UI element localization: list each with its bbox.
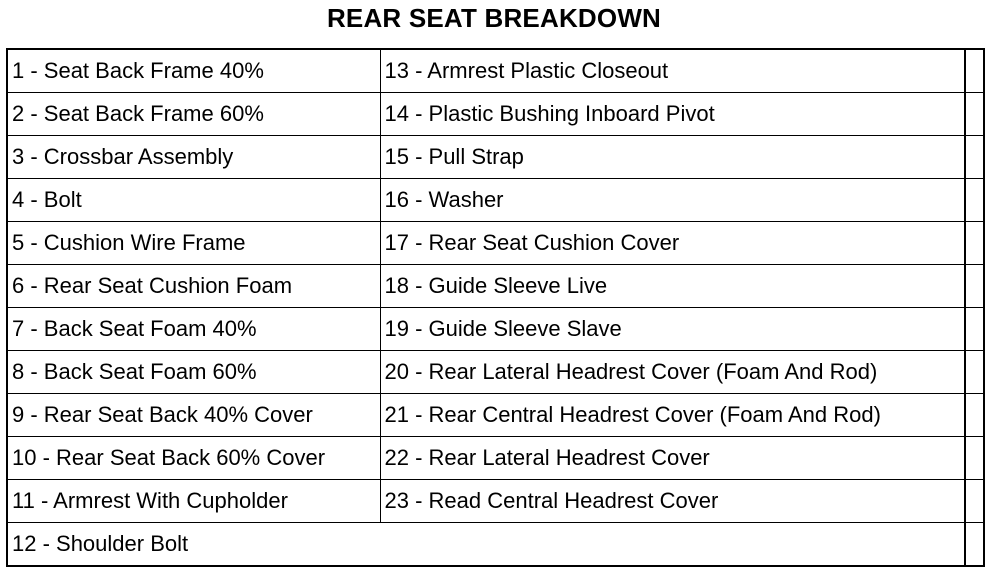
blank-cell (965, 523, 984, 567)
part-cell: 14 - Plastic Bushing Inboard Pivot (380, 93, 965, 136)
table-row (7, 265, 984, 308)
table-row (7, 136, 984, 179)
part-cell: 21 - Rear Central Headrest Cover (Foam And Rod) (380, 394, 965, 437)
part-cell: 17 - Rear Seat Cushion Cover (380, 222, 965, 265)
table-row (7, 308, 984, 351)
table-row (7, 523, 984, 567)
table-row (7, 49, 984, 93)
part-cell: 18 - Guide Sleeve Live (380, 265, 965, 308)
table-row (7, 93, 984, 136)
blank-cell (965, 480, 984, 523)
part-cell: 19 - Guide Sleeve Slave (380, 308, 965, 351)
blank-cell (965, 49, 984, 93)
part-cell: 23 - Read Central Headrest Cover (380, 480, 965, 523)
table-row (7, 222, 984, 265)
blank-cell (965, 136, 984, 179)
table-row (7, 394, 984, 437)
part-cell: 20 - Rear Lateral Headrest Cover (Foam And Rod) (380, 351, 965, 394)
blank-cell (965, 308, 984, 351)
table-row (7, 179, 984, 222)
blank-cell (965, 93, 984, 136)
part-cell: 2 - Seat Back Frame 60% (7, 93, 380, 136)
table-row (7, 480, 984, 523)
part-cell: 7 - Back Seat Foam 40% (7, 308, 380, 351)
part-cell: 6 - Rear Seat Cushion Foam (7, 265, 380, 308)
blank-cell (965, 394, 984, 437)
part-cell: 22 - Rear Lateral Headrest Cover (380, 437, 965, 480)
part-cell: 3 - Crossbar Assembly (7, 136, 380, 179)
table-row (7, 351, 984, 394)
part-cell: 5 - Cushion Wire Frame (7, 222, 380, 265)
part-cell: 16 - Washer (380, 179, 965, 222)
blank-cell (965, 222, 984, 265)
blank-cell (965, 179, 984, 222)
part-cell: 15 - Pull Strap (380, 136, 965, 179)
table-row (7, 437, 984, 480)
blank-cell (965, 265, 984, 308)
part-cell: 10 - Rear Seat Back 60% Cover (7, 437, 380, 480)
part-cell: 11 - Armrest With Cupholder (7, 480, 380, 523)
part-cell: 12 - Shoulder Bolt (7, 523, 965, 567)
blank-cell (965, 351, 984, 394)
blank-cell (965, 437, 984, 480)
page-title: REAR SEAT BREAKDOWN (326, 3, 662, 33)
part-cell: 13 - Armrest Plastic Closeout (380, 49, 965, 93)
part-cell: 1 - Seat Back Frame 40% (7, 49, 380, 93)
part-cell: 9 - Rear Seat Back 40% Cover (7, 394, 380, 437)
part-cell: 4 - Bolt (7, 179, 380, 222)
part-cell: 8 - Back Seat Foam 60% (7, 351, 380, 394)
parts-table (6, 48, 985, 567)
